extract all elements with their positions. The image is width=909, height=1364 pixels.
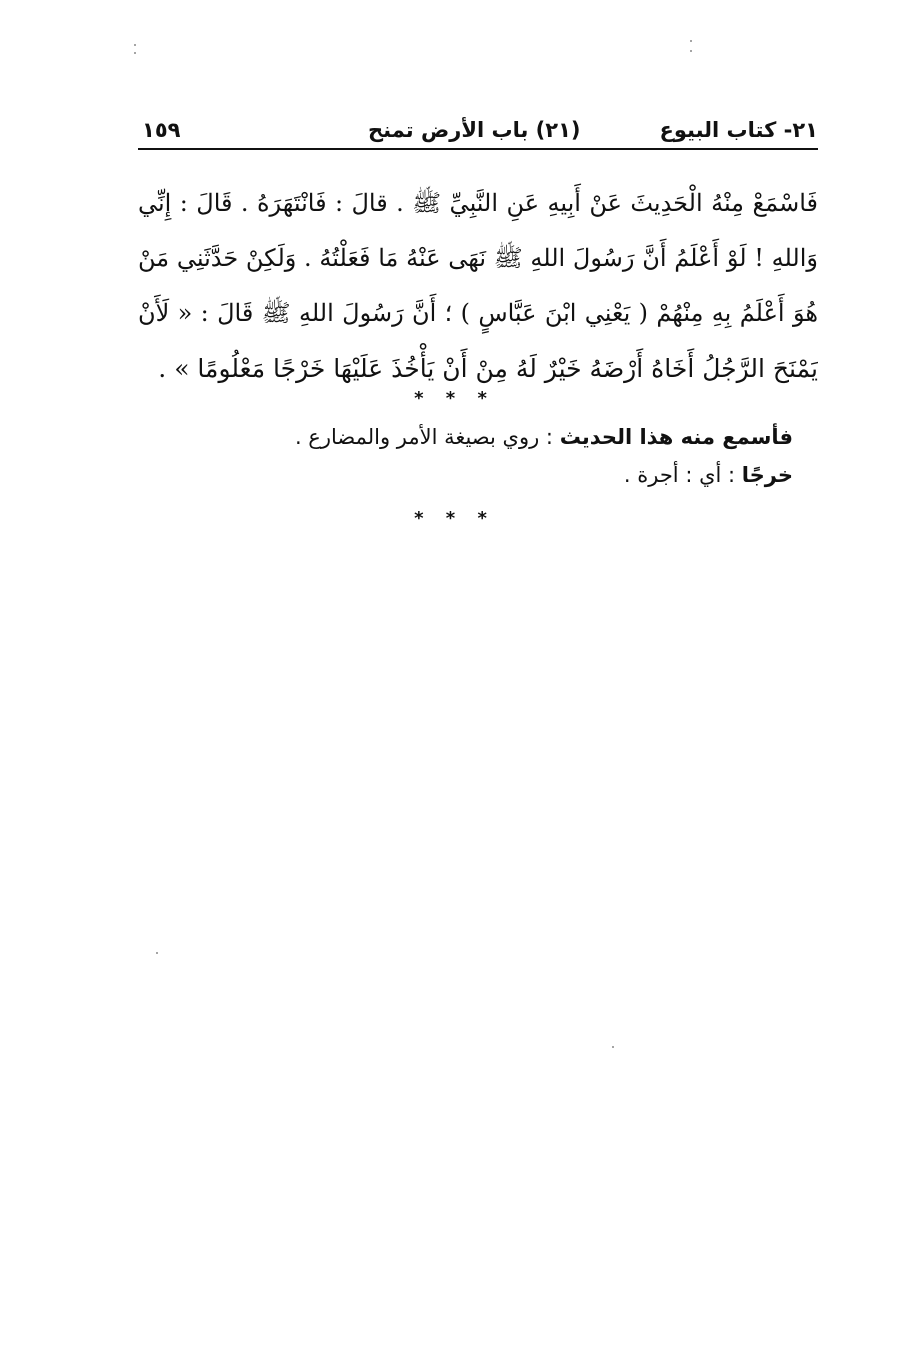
scan-speck: [134, 44, 136, 46]
footnote-2: [138, 456, 793, 494]
scan-speck: [612, 1046, 614, 1048]
scan-speck: [690, 50, 692, 52]
section-title: (٢١) باب الأرض تمنح: [368, 118, 581, 142]
page-number: ١٥٩: [142, 118, 181, 142]
text-line-4: يَمْنَحَ الرَّجُلُ أَخَاهُ أَرْضَهُ خَيْرٌ لَهُ مِنْ أَنْ يَأْخُذَ عَلَيْهَا خَرْجًا مَعْلُومًا » .: [158, 354, 818, 383]
footnotes: [138, 418, 793, 494]
chapter-title: ٢١- كتاب البيوع: [659, 118, 818, 142]
footnote-explanation: : أي : أجرة .: [623, 463, 742, 487]
footnote-term: فأسمع منه هذا الحديث: [559, 425, 793, 449]
text-line-3: هُوَ أَعْلَمُ بِهِ مِنْهُمْ ( يَعْنِي ابْنَ عَبَّاسٍ ) ؛ أَنَّ رَسُولَ اللهِ ﷺ قَالَ : « لَأَنْ: [138, 299, 818, 327]
page-header: [138, 114, 818, 150]
scan-speck: [134, 52, 136, 54]
scan-speck: [156, 952, 158, 954]
footnote-1: [138, 418, 793, 456]
text-line-1: فَاسْمَعْ مِنْهُ الْحَدِيثَ عَنْ أَبِيهِ عَنِ النَّبِيِّ ﷺ . قالَ : فَانْتَهَرَهُ . قَالَ : إِنِّي: [138, 189, 818, 217]
end-separator: * * *: [414, 508, 495, 529]
section-separator: * * *: [414, 388, 495, 409]
scan-speck: [690, 40, 692, 42]
text-line-2: وَاللهِ ! لَوْ أَعْلَمُ أَنَّ رَسُولَ اللهِ ﷺ نَهَى عَنْهُ مَا فَعَلْتُهُ . وَلَكِنْ حَدَّثَنِي مَنْ: [138, 244, 818, 272]
footnote-explanation: : روي بصيغة الأمر والمضارع .: [294, 425, 560, 449]
hadith-text: [138, 176, 818, 396]
footnote-term: خرجًا: [741, 463, 793, 487]
